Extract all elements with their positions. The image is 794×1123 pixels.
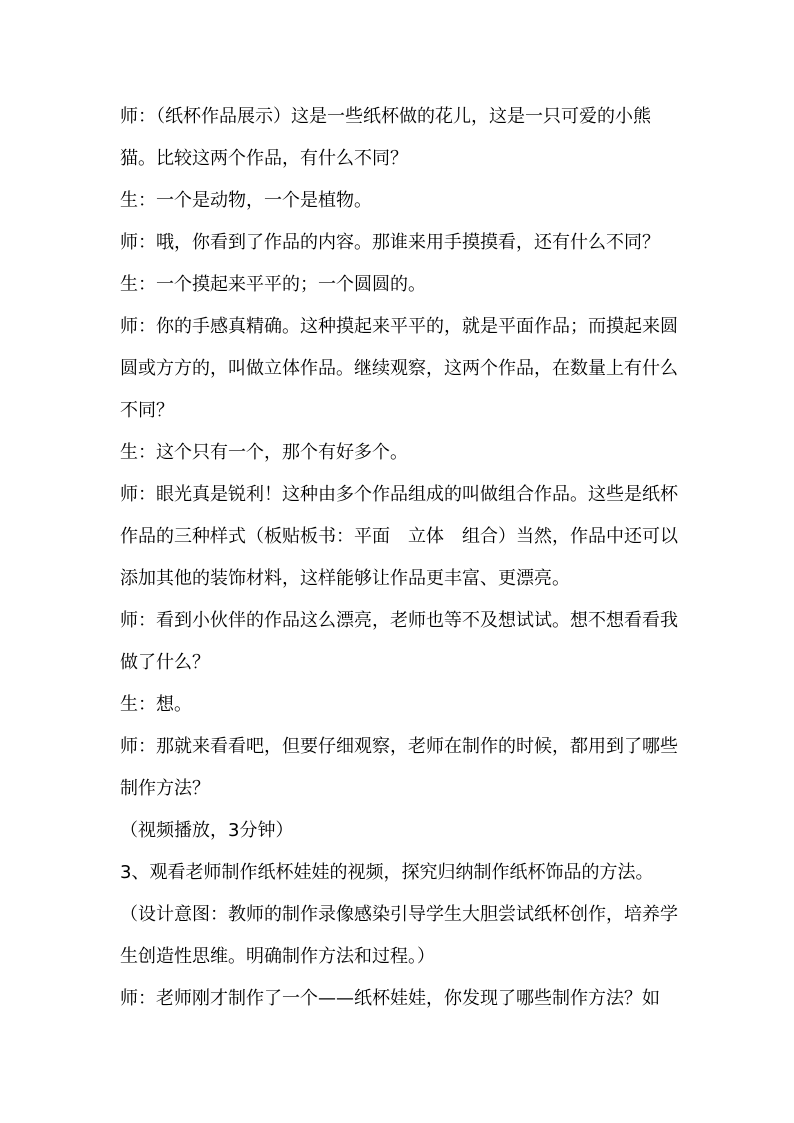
dialogue-paragraph: 生：一个摸起来平平的；一个圆圆的。 (120, 274, 426, 295)
section-heading: 3、观看老师制作纸杯娃娃的视频，探究归纳制作纸杯饰品的方法。 (120, 862, 654, 883)
dialogue-paragraph: 生：这个只有一个，那个有好多个。 (120, 442, 408, 463)
dialogue-paragraph: 生：一个是动物，一个是植物。 (120, 190, 372, 211)
dialogue-paragraph: 师：哦，你看到了作品的内容。那谁来用手摸摸看，还有什么不同？ (120, 232, 660, 253)
dialogue-paragraph: 师：你的手感真精确。这种摸起来平平的，就是平面作品；而摸起来圆圆或方方的，叫做立体作品。继续观察，这两个作品，在数量上有什么不同？ (120, 316, 678, 421)
dialogue-paragraph: 师：那就来看看吧，但要仔细观察，老师在制作的时候，都用到了哪些制作方法？ (120, 736, 678, 799)
dialogue-paragraph: 生：想。 (120, 694, 192, 715)
design-intent-note: （设计意图：教师的制作录像感染引导学生大胆尝试纸杯创作，培养学生创造性思维。明确制作方法和过程。） (120, 904, 678, 967)
document-body (120, 96, 680, 1020)
dialogue-paragraph: 师：看到小伙伴的作品这么漂亮，老师也等不及想试试。想不想看看我做了什么？ (120, 610, 678, 673)
stage-direction: （视频播放，3分钟） (120, 820, 294, 841)
dialogue-paragraph: 师：老师刚才制作了一个——纸杯娃娃，你发现了哪些制作方法？如 (120, 988, 660, 1009)
dialogue-paragraph: 师：眼光真是锐利！这种由多个作品组成的叫做组合作品。这些是纸杯作品的三种样式（板贴板书：平面 立体 组合）当然，作品中还可以添加其他的装饰材料，这样能够让作品更丰富、更漂亮。 (120, 484, 678, 589)
dialogue-paragraph: 师：（纸杯作品展示）这是一些纸杯做的花儿，这是一只可爱的小熊猫。比较这两个作品，有什么不同？ (120, 106, 651, 169)
